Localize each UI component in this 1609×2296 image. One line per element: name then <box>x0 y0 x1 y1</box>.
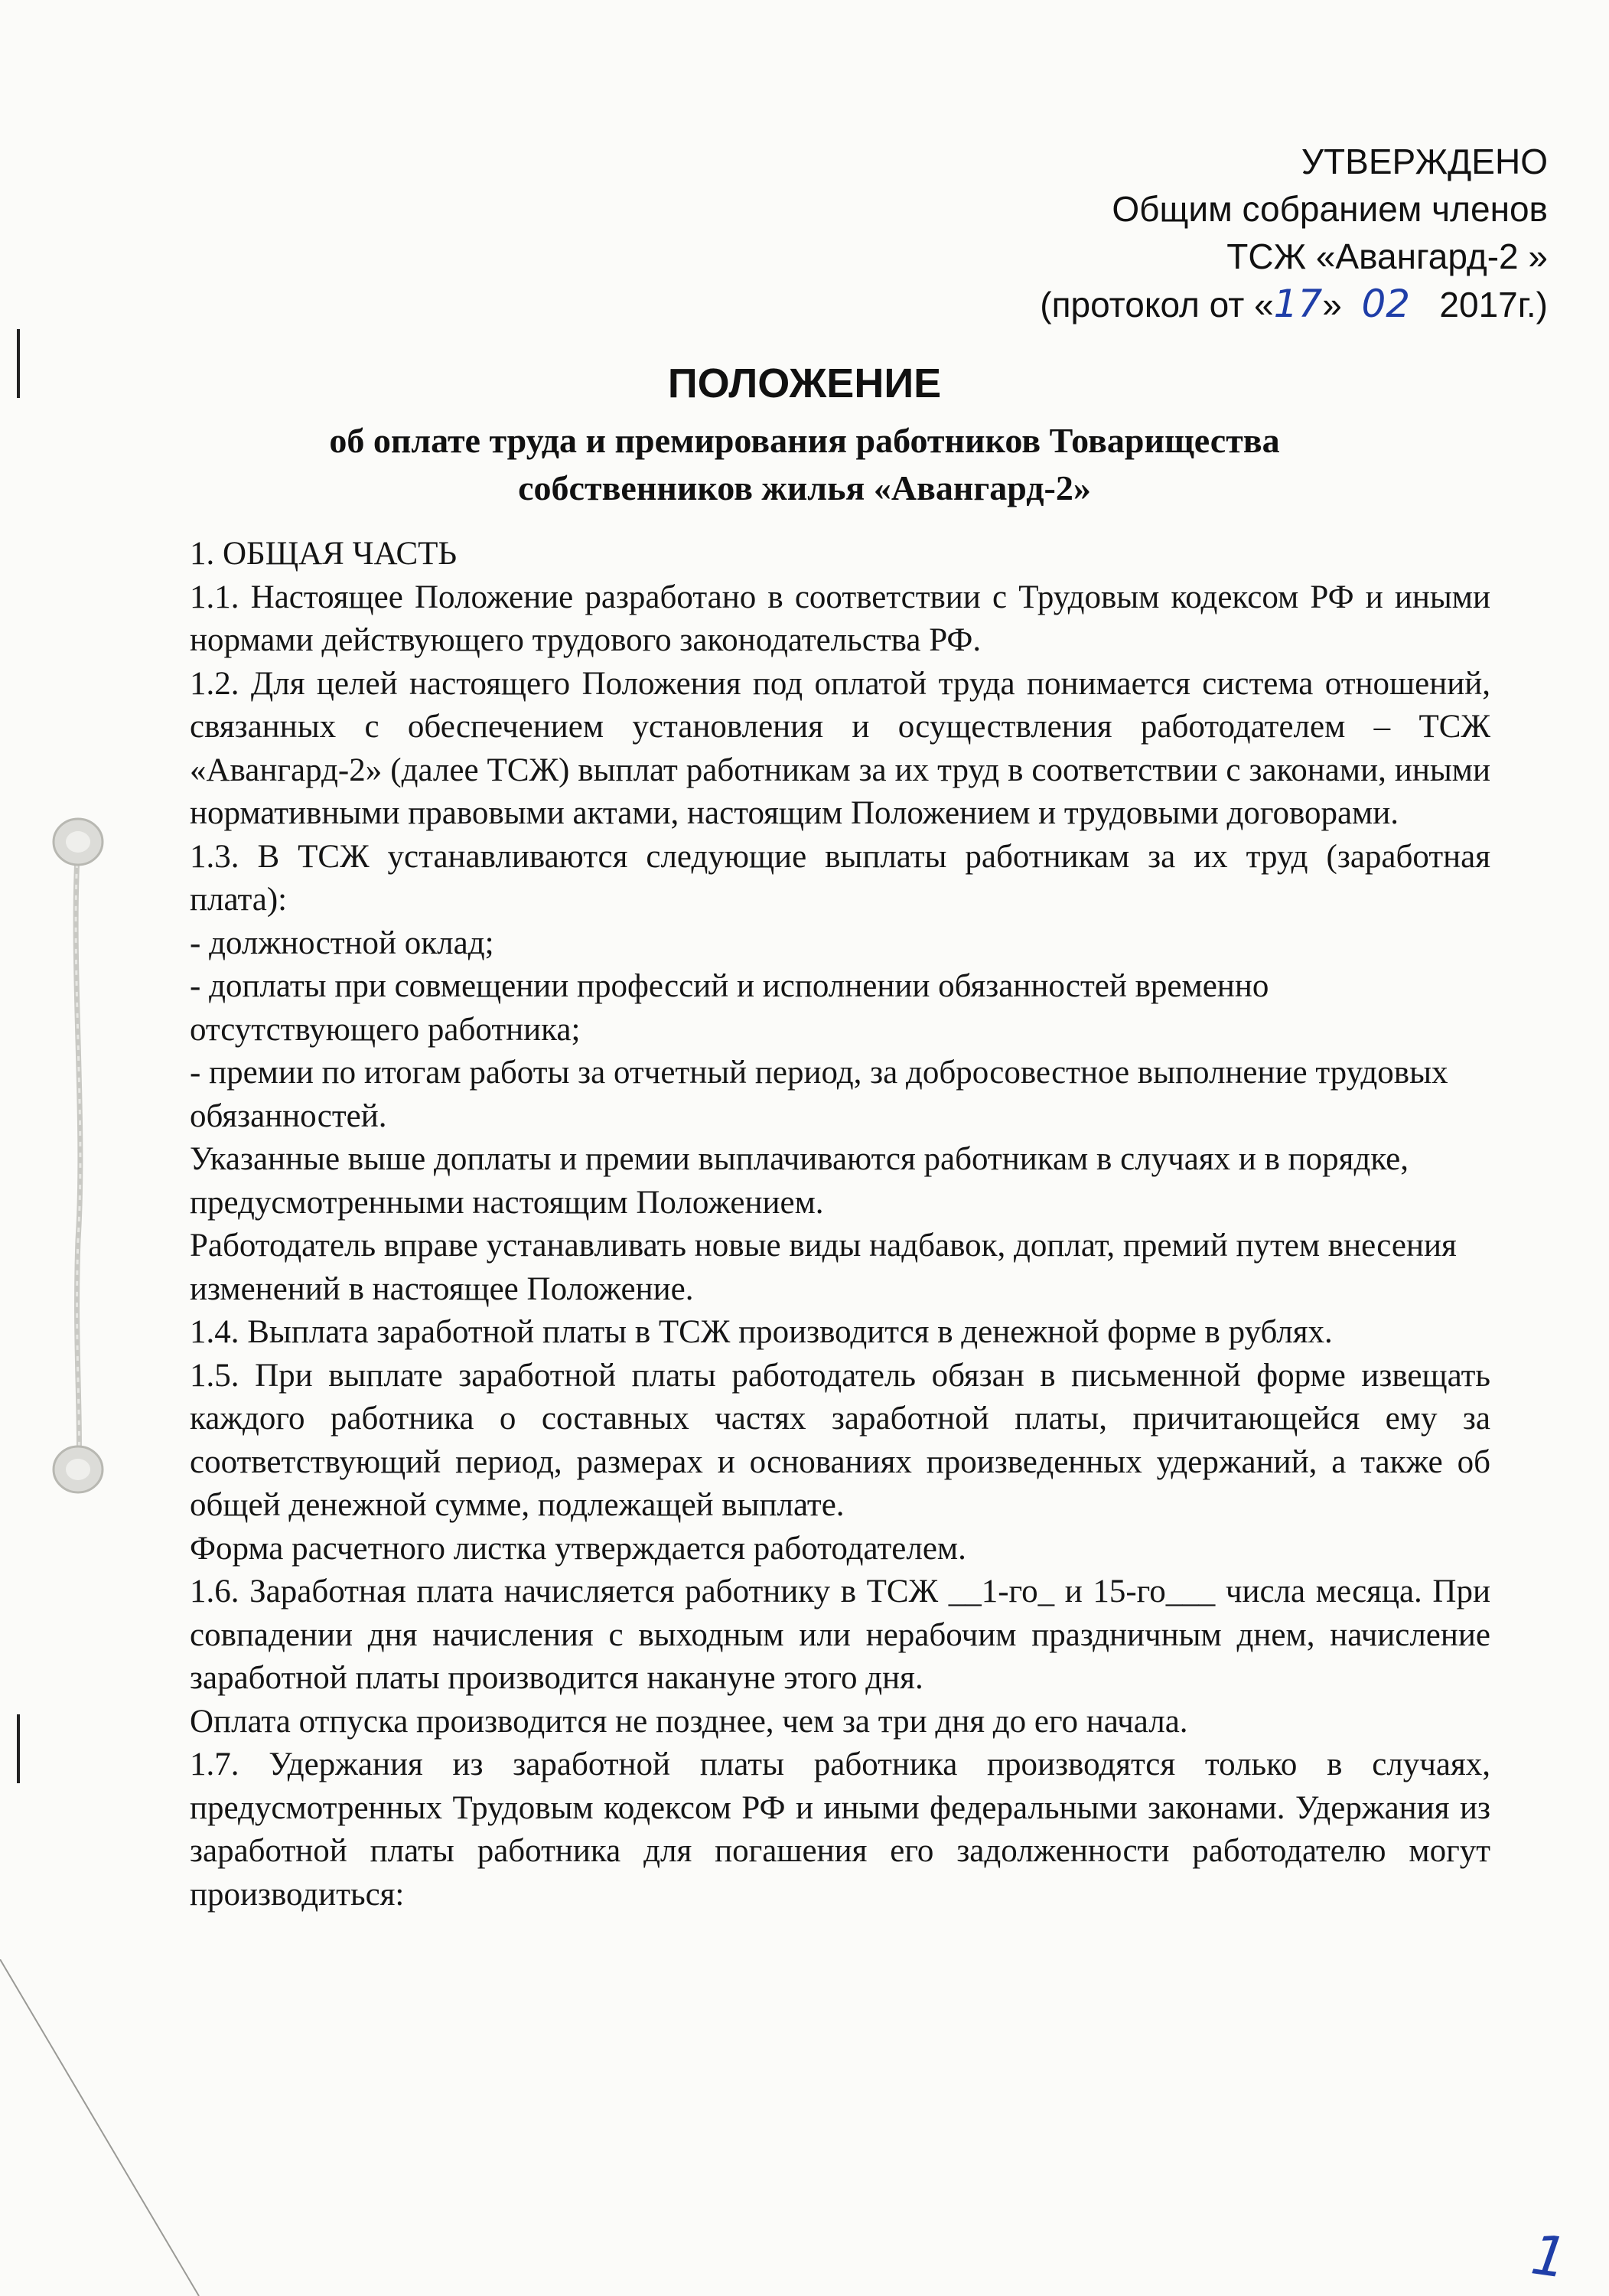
list-item-salary: - должностной оклад; <box>190 925 494 961</box>
approval-title: УТВЕРЖДЕНО <box>1301 142 1548 181</box>
approval-organization: ТСЖ «Авангард-2 » <box>1226 236 1548 276</box>
protocol-prefix: (протокол от « <box>1040 285 1274 325</box>
approval-block <box>783 138 1548 328</box>
paper-crease-line <box>0 1959 230 2296</box>
paragraph-1-1: 1.1. Настоящее Положение разработано в соответствии с Трудовым кодексом РФ и иными нормами действующего трудового законодательства РФ. <box>190 579 1490 658</box>
subtitle-line-2: собственников жилья «Авангард-2» <box>518 468 1091 507</box>
protocol-day-handwritten: 17 <box>1273 282 1323 326</box>
binding-string-icon <box>47 811 109 1500</box>
protocol-mid: » <box>1322 285 1342 325</box>
approval-protocol <box>783 280 1548 328</box>
document-subtitle <box>0 417 1609 512</box>
document-title: ПОЛОЖЕНИЕ <box>667 360 942 406</box>
paragraph-1-6: 1.6. Заработная плата начисляется работнику в ТСЖ __1-го_ и 15-го___ числа месяца. При совпадении дня начисления с выходным или нерабочим праздничным днем, начисление заработной платы производится накануне этого дня. <box>190 1574 1490 1696</box>
list-item-allowances: - доплаты при совмещении профессий и исполнении обязанностей временно отсутствующего работника; <box>190 968 1269 1048</box>
page-number-handwritten: 1 <box>1527 2222 1572 2291</box>
scan-edge-mark-bottom <box>17 1714 20 1783</box>
paragraph-payments-note: Указанные выше доплаты и премии выплачиваются работникам в случаях и в порядке, предусмотренными настоящим Положением. <box>190 1141 1409 1221</box>
document-body <box>190 533 1490 1916</box>
subtitle-line-1: об оплате труда и премирования работников Товарищества <box>329 421 1280 460</box>
paragraph-employer-rights: Работодатель вправе устанавливать новые виды надбавок, доплат, премий путем внесения изменений в настоящее Положение. <box>190 1228 1457 1307</box>
list-item-bonuses: - премии по итогам работы за отчетный период, за добросовестное выполнение трудовых обязанностей. <box>190 1055 1448 1134</box>
paragraph-1-3: 1.3. В ТСЖ устанавливаются следующие выплаты работникам за их труд (заработная плата): <box>190 838 1490 918</box>
paragraph-vacation-pay: Оплата отпуска производится не позднее, чем за три дня до его начала. <box>190 1703 1188 1740</box>
paragraph-1-2: 1.2. Для целей настоящего Положения под оплатой труда понимается система отношений, связанных с обеспечением установления и осуществления работодателем – ТСЖ «Авангард-2» (далее ТСЖ) выплат работникам за их труд в соответствии с законами, иными нормативными правовыми актами, настоящим Положением и трудовыми договорами. <box>190 665 1490 831</box>
paragraph-payslip: Форма расчетного листка утверждается работодателем. <box>190 1530 966 1567</box>
paragraph-1-4: 1.4. Выплата заработной платы в ТСЖ производится в денежной форме в рублях. <box>190 1314 1333 1350</box>
paragraph-1-7: 1.7. Удержания из заработной платы работника производятся только в случаях, предусмотренных Трудовым кодексом РФ и иными федеральными законами. Удержания из заработной платы работника для погашения его задолженности работодателю могут производиться: <box>190 1746 1490 1913</box>
protocol-month-handwritten: 02 <box>1361 282 1411 326</box>
paragraph-1-5: 1.5. При выплате заработной платы работодатель обязан в письменной форме извещать каждого работника о составных частях заработной платы, причитающейся ему за соответствующий период, размерах и основаниях произведенных удержаний, а также об общей денежной сумме, подлежащей выплате. <box>190 1357 1490 1523</box>
section-heading: 1. ОБЩАЯ ЧАСТЬ <box>190 536 458 572</box>
scan-edge-mark-top <box>17 329 20 398</box>
approval-body: Общим собранием членов <box>1112 189 1548 229</box>
protocol-suffix: 2017г.) <box>1439 285 1548 325</box>
